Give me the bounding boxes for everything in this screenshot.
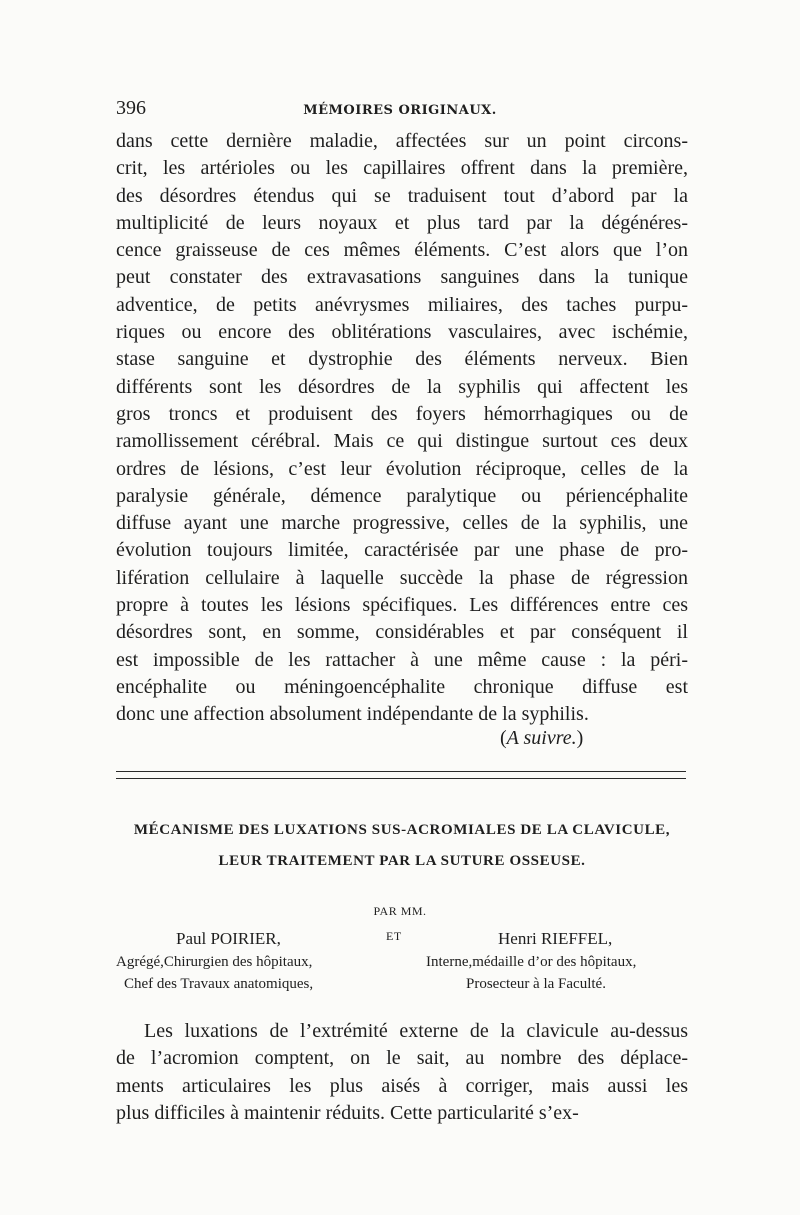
text-line: encéphalite ou méningoencéphalite chronique diffuse est: [116, 675, 688, 698]
section-divider: [116, 771, 686, 779]
author-conjunction: ET: [386, 929, 402, 943]
continued-paragraph: [116, 128, 688, 729]
text-line: paralysie générale, démence paralytique ou périencéphalite: [116, 484, 688, 507]
text-line: adventice, de petits anévrysmes miliaires, des taches purpu-: [116, 293, 688, 316]
to-be-continued-note: (A suivre.): [500, 727, 584, 749]
text-line: gros troncs et produisent des foyers hémorrhagiques ou de: [116, 402, 688, 425]
author-2: [426, 927, 688, 995]
text-line: riques ou encore des oblitérations vasculaires, avec ischémie,: [116, 321, 688, 344]
text-line: de l’acromion comptent, on le sait, au nombre des déplace-: [116, 1047, 688, 1070]
text-line: différents sont les désordres de la syphilis qui affectent les: [116, 375, 688, 398]
page-number: 396: [116, 97, 146, 119]
article-title-line-2: LEUR TRAITEMENT PAR LA SUTURE OSSEUSE.: [218, 853, 586, 869]
text-line: ordres de lésions, c’est leur évolution réciproque, celles de la: [116, 457, 688, 480]
author-role: Interne,médaille d’or des hôpitaux,: [426, 954, 637, 970]
article-opening-paragraph: [116, 1018, 688, 1127]
running-title: MÉMOIRES ORIGINAUX.: [303, 103, 497, 118]
text-line: lifération cellulaire à laquelle succède la phase de régression: [116, 566, 688, 589]
text-line: ramollissement cérébral. Mais ce qui distingue surtout ces deux: [116, 430, 688, 453]
text-line: peut constater des extravasations sanguines dans la tunique: [116, 266, 688, 289]
text-line: Les luxations de l’extrémité externe de la clavicule au-dessus: [144, 1020, 688, 1042]
text-line: évolution toujours limitée, caractérisée par une phase de pro-: [116, 539, 688, 562]
text-line: stase sanguine et dystrophie des éléments nerveux. Bien: [116, 348, 688, 371]
author-name: Paul POIRIER,: [176, 929, 281, 948]
text-line: crit, les artérioles ou les capillaires offrent dans la première,: [116, 157, 688, 180]
author-role: Prosecteur à la Faculté.: [466, 976, 606, 992]
text-line: cence graisseuse de ces mêmes éléments. C’est alors que l’on: [116, 239, 688, 262]
text-line: diffuse ayant une marche progressive, celles de la syphilis, une: [116, 512, 688, 535]
text-line: des désordres étendus qui se traduisent tout d’abord par la: [116, 184, 688, 207]
text-line: désordres sont, en somme, considérables et par conséquent il: [116, 621, 688, 644]
to-be-continued-text: A suivre.: [506, 727, 577, 749]
article-title-line-1: MÉCANISME DES LUXATIONS SUS-ACROMIALES DE LA CLAVICULE,: [133, 822, 671, 838]
text-line: plus difficiles à maintenir réduits. Cette particularité s’ex-: [116, 1101, 579, 1124]
text-line: est impossible de les rattacher à une même cause : la péri-: [116, 648, 688, 671]
author-name: Henri RIEFFEL,: [498, 929, 613, 948]
by-line: PAR MM.: [373, 904, 427, 918]
text-line: dans cette dernière maladie, affectées sur un point circons-: [116, 130, 688, 152]
text-line: ments articulaires les plus aisés à corriger, mais aussi les: [116, 1074, 688, 1097]
author-role: Chef des Travaux anatomiques,: [124, 976, 314, 992]
author-1: [116, 927, 376, 995]
text-line: donc une affection absolument indépendante de la syphilis.: [116, 703, 589, 726]
author-role: Agrégé,Chirurgien des hôpitaux,: [116, 954, 313, 970]
text-line: multiplicité de leurs noyaux et plus tard par la dégénéres-: [116, 211, 688, 234]
running-head: [116, 97, 684, 125]
text-line: propre à toutes les lésions spécifiques. Les différences entre ces: [116, 594, 688, 617]
